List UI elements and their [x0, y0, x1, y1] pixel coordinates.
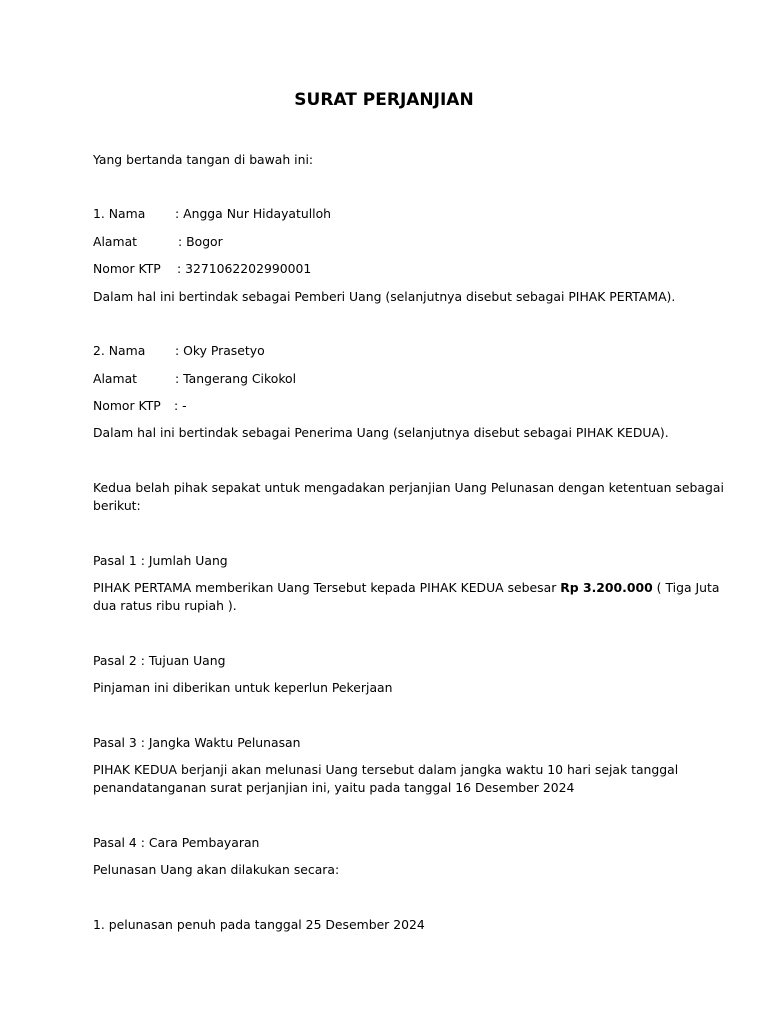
party2-name-value: : Oky Prasetyo — [175, 343, 265, 358]
party1-ktp-value: : 3271062202990001 — [177, 261, 312, 276]
pasal3-heading: Pasal 3 : Jangka Waktu Pelunasan — [93, 735, 301, 750]
party2-address-label: Alamat — [93, 371, 138, 386]
party1-role: Dalam hal ini bertindak sebagai Pemberi Uang (selanjutnya disebut sebagai PIHAK PERTAMA). — [93, 289, 676, 304]
pasal1-text-after: ( Tiga Juta — [652, 580, 720, 595]
pasal3-line-2: penandatanganan surat perjanjian ini, yaitu pada tanggal 16 Desember 2024 — [93, 780, 575, 795]
pasal1-text-before: PIHAK PERTAMA memberikan Uang Tersebut kepada PIHAK KEDUA sebesar — [93, 580, 561, 595]
pasal1-heading: Pasal 1 : Jumlah Uang — [93, 553, 228, 568]
party2-address-row — [93, 370, 297, 388]
pasal1-line-1 — [93, 579, 719, 597]
party1-name-row — [93, 205, 332, 223]
party1-name-label: 1. Nama — [93, 206, 146, 221]
pasal2-heading: Pasal 2 : Tujuan Uang — [93, 653, 226, 668]
party1-address-label: Alamat — [93, 234, 138, 249]
party1-ktp-row — [93, 260, 312, 278]
pasal1-amount: Rp 3.200.000 — [560, 580, 653, 595]
party1-address-row — [93, 233, 223, 251]
party1-ktp-label: Nomor KTP — [93, 261, 161, 276]
party2-name-row — [93, 342, 265, 360]
party2-address-value: : Tangerang Cikokol — [175, 371, 297, 386]
document-title: SURAT PERJANJIAN — [294, 90, 474, 110]
pasal3-line-1: PIHAK KEDUA berjanji akan melunasi Uang tersebut dalam jangka waktu 10 hari sejak tanggal — [93, 762, 679, 777]
agreement-line-2: berikut: — [93, 498, 141, 513]
pasal1-line-2: dua ratus ribu rupiah ). — [93, 598, 237, 613]
party1-address-value: : Bogor — [178, 234, 223, 249]
party2-role: Dalam hal ini bertindak sebagai Penerima Uang (selanjutnya disebut sebagai PIHAK KEDUA). — [93, 425, 669, 440]
pasal4-list-item: 1. pelunasan penuh pada tanggal 25 Desember 2024 — [93, 917, 425, 932]
pasal4-text: Pelunasan Uang akan dilakukan secara: — [93, 862, 340, 877]
party2-ktp-value: : - — [174, 398, 187, 413]
party1-name-value: : Angga Nur Hidayatulloh — [175, 206, 332, 221]
party2-ktp-row — [93, 397, 187, 415]
pasal2-text: Pinjaman ini diberikan untuk keperlun Pekerjaan — [93, 680, 393, 695]
intro-text: Yang bertanda tangan di bawah ini: — [93, 152, 314, 167]
pasal4-heading: Pasal 4 : Cara Pembayaran — [93, 835, 260, 850]
party2-name-label: 2. Nama — [93, 343, 146, 358]
party2-ktp-label: Nomor KTP — [93, 398, 161, 413]
agreement-line-1: Kedua belah pihak sepakat untuk mengadakan perjanjian Uang Pelunasan dengan ketentuan sebagai — [93, 480, 724, 495]
